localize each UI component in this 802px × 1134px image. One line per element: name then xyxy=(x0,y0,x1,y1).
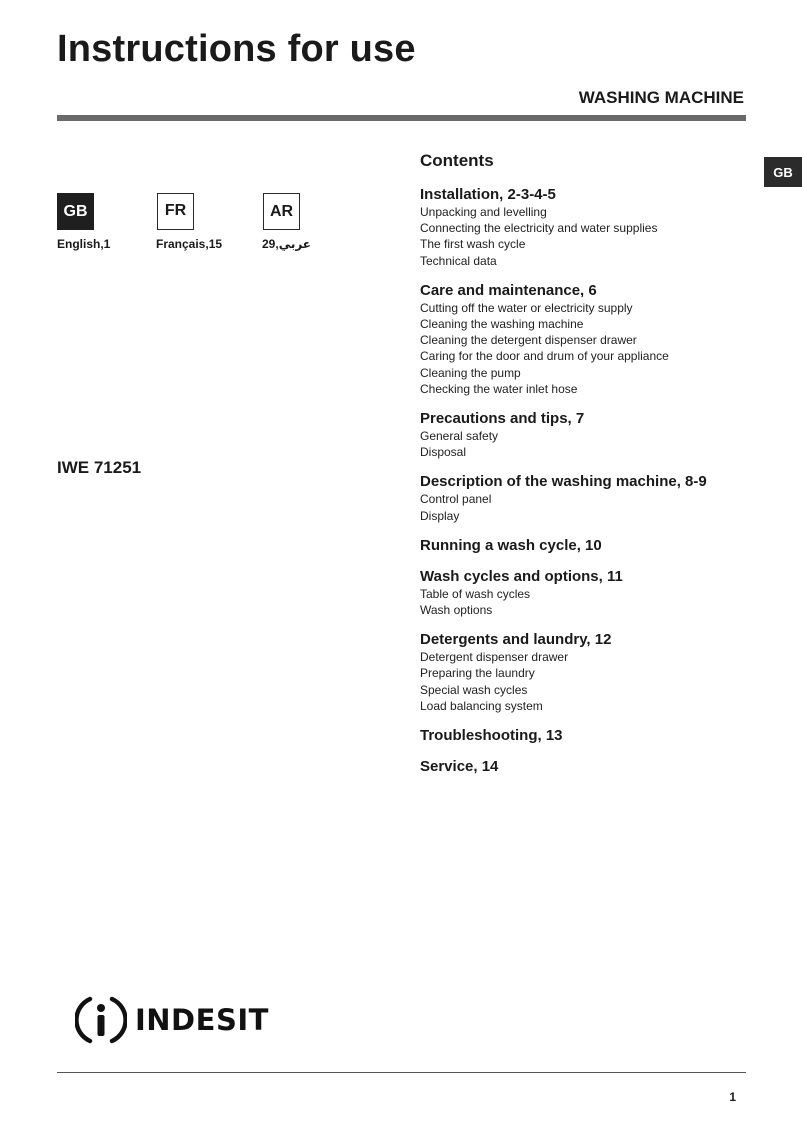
toc-item[interactable]: Caring for the door and drum of your appliance xyxy=(420,349,669,364)
toc-section xyxy=(420,536,760,555)
toc-item[interactable]: Preparing the laundry xyxy=(420,666,535,681)
toc-item[interactable]: Checking the water inlet hose xyxy=(420,381,578,396)
toc-section xyxy=(420,281,760,397)
toc-section-title[interactable]: Troubleshooting, 13 xyxy=(420,727,563,745)
toc-section-title[interactable]: Wash cycles and options, 11 xyxy=(420,567,623,585)
toc-section-title[interactable]: Running a wash cycle, 10 xyxy=(420,536,602,554)
toc-item[interactable]: Connecting the electricity and water supplies xyxy=(420,221,658,236)
toc-item[interactable]: Cutting off the water or electricity supply xyxy=(420,300,633,315)
toc-item[interactable]: Display xyxy=(420,508,460,523)
toc-section-title[interactable]: Precautions and tips, 7 xyxy=(420,410,585,428)
toc-item[interactable]: Load balancing system xyxy=(420,698,543,713)
language-box-fr[interactable]: FR xyxy=(157,193,194,230)
footer-divider xyxy=(57,1072,746,1073)
language-label-french: Français,15 xyxy=(156,237,223,251)
toc-item[interactable]: Special wash cycles xyxy=(420,682,528,697)
toc-section xyxy=(420,726,760,745)
brand-name: INDESIT xyxy=(135,1003,269,1037)
toc-section xyxy=(420,185,760,269)
toc-section-title[interactable]: Detergents and laundry, 12 xyxy=(420,631,612,649)
language-label-english: English,1 xyxy=(57,237,111,251)
contents-heading: Contents xyxy=(420,151,494,170)
toc-section-title[interactable]: Care and maintenance, 6 xyxy=(420,281,597,299)
toc-item[interactable]: Wash options xyxy=(420,603,493,618)
language-box-gb[interactable]: GB xyxy=(57,193,94,230)
toc-section xyxy=(420,567,760,618)
toc-section xyxy=(420,630,760,714)
toc-section xyxy=(420,757,760,776)
toc-item[interactable]: The first wash cycle xyxy=(420,237,526,252)
toc-item[interactable]: Technical data xyxy=(420,253,497,268)
info-i-icon xyxy=(75,995,127,1045)
toc-item[interactable]: General safety xyxy=(420,429,499,444)
toc-section xyxy=(420,409,760,460)
toc-item[interactable]: Cleaning the pump xyxy=(420,365,521,380)
toc-item[interactable]: Cleaning the washing machine xyxy=(420,317,584,332)
toc-item[interactable]: Table of wash cycles xyxy=(420,586,531,601)
header-divider xyxy=(57,115,746,121)
table-of-contents xyxy=(420,185,760,788)
model-number: IWE 71251 xyxy=(57,458,142,477)
toc-section-title[interactable]: Description of the washing machine, 8-9 xyxy=(420,473,707,491)
toc-item[interactable]: Control panel xyxy=(420,492,492,507)
toc-section-title[interactable]: Service, 14 xyxy=(420,758,499,776)
toc-section-title[interactable]: Installation, 2-3-4-5 xyxy=(420,186,556,203)
page-number: 1 xyxy=(729,1090,736,1104)
product-type: WASHING MACHINE xyxy=(578,88,744,107)
brand-logo xyxy=(75,995,269,1045)
language-label-arabic: عربي,29 xyxy=(262,237,312,251)
toc-section xyxy=(420,472,760,523)
page-title: Instructions for use xyxy=(57,28,416,70)
language-side-tab: GB xyxy=(764,157,802,187)
toc-item[interactable]: Unpacking and levelling xyxy=(420,205,547,219)
toc-item[interactable]: Cleaning the detergent dispenser drawer xyxy=(420,333,637,348)
language-box-ar[interactable]: AR xyxy=(263,193,300,230)
toc-item[interactable]: Disposal xyxy=(420,445,467,460)
toc-item[interactable]: Detergent dispenser drawer xyxy=(420,650,569,665)
